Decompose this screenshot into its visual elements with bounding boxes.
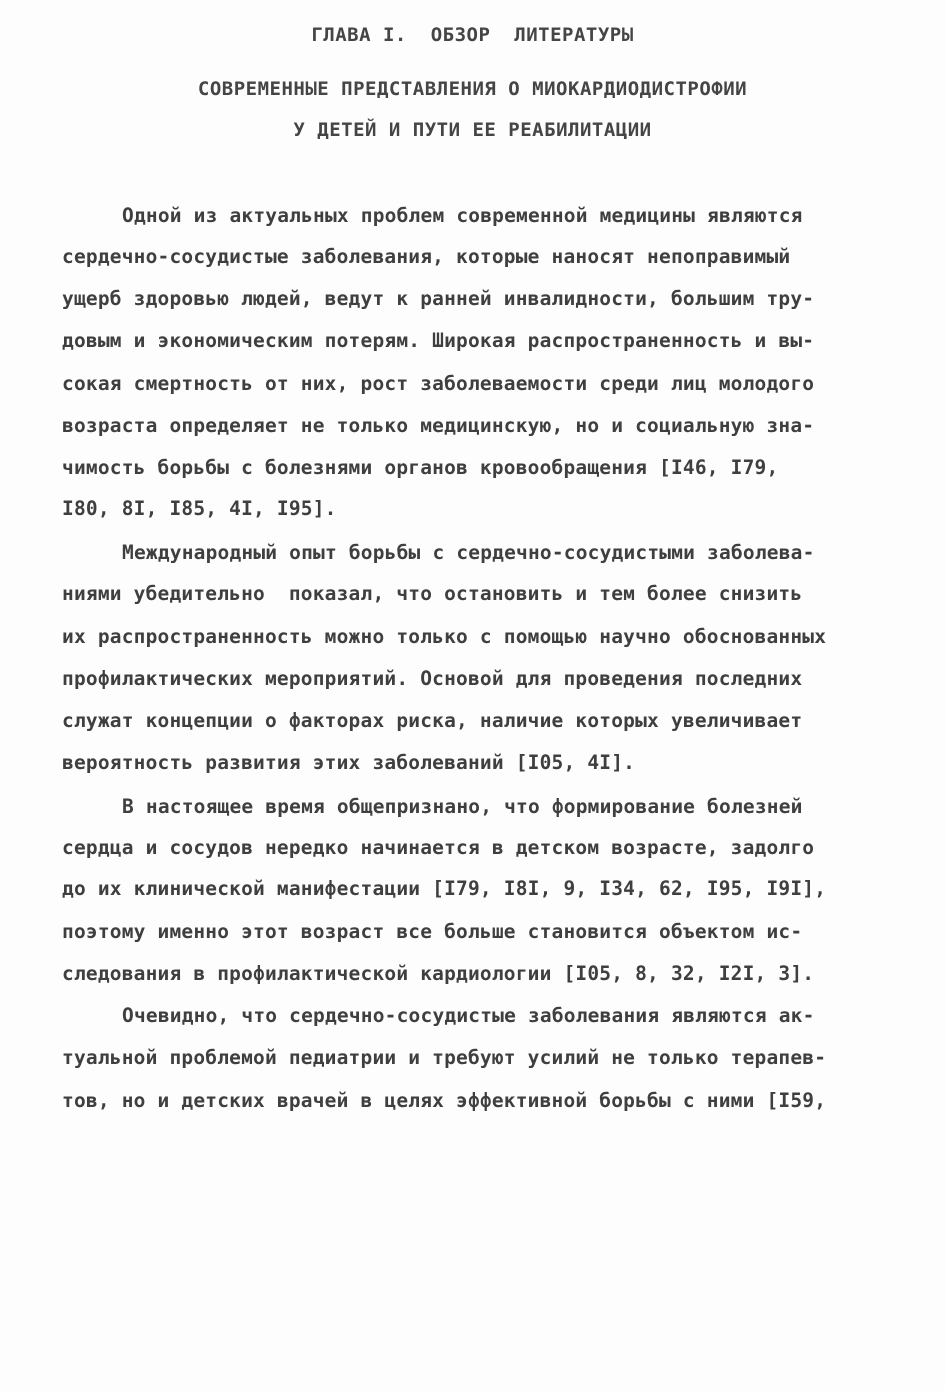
text-line-13: служат концепции о факторах риска, наличие которых увеличивает bbox=[62, 709, 803, 732]
chapter-title: ГЛАВА I. ОБЗОР ЛИТЕРАТУРЫ bbox=[311, 24, 634, 46]
text-line-2: сердечно-сосудистые заболевания, которые наносят непоправимый bbox=[62, 245, 791, 268]
text-line-8: I80, 8I, I85, 4I, I95]. bbox=[62, 497, 337, 520]
text-line-4: довым и экономическим потерям. Широкая распространенность и вы- bbox=[62, 329, 815, 352]
text-line-3: ущерб здоровью людей, ведут к ранней инвалидности, большим тру- bbox=[62, 287, 815, 310]
text-line-9: Международный опыт борьбы с сердечно-сосудистыми заболева- bbox=[122, 541, 815, 564]
text-line-11: их распространенность можно только с помощью научно обоснованных bbox=[62, 625, 827, 648]
text-line-17: до их клинической манифестации [I79, I8I, 9, I34, 62, I95, I9I], bbox=[62, 877, 827, 900]
text-line-20: Очевидно, что сердечно-сосудистые заболевания являются ак- bbox=[122, 1004, 815, 1027]
text-line-22: тов, но и детских врачей в целях эффективной борьбы с ними [I59, bbox=[62, 1089, 827, 1112]
text-line-15: В настоящее время общепризнано, что формирование болезней bbox=[122, 795, 803, 818]
text-line-14: вероятность развития этих заболеваний [I05, 4I]. bbox=[62, 751, 636, 774]
text-line-6: возраста определяет не только медицинскую, но и социальную зна- bbox=[62, 414, 815, 437]
text-line-19: следования в профилактической кардиологии [I05, 8, 32, I2I, 3]. bbox=[62, 962, 815, 985]
section-title-line-2: У ДЕТЕЙ И ПУТИ ЕЕ РЕАБИЛИТАЦИИ bbox=[293, 119, 652, 141]
text-line-16: сердца и сосудов нередко начинается в детском возрасте, задолго bbox=[62, 836, 815, 859]
text-line-5: сокая смертность от них, рост заболеваемости среди лиц молодого bbox=[62, 372, 815, 395]
text-line-7: чимость борьбы с болезнями органов кровообращения [I46, I79, bbox=[62, 456, 779, 479]
text-line-18: поэтому именно этот возраст все больше становится объектом ис- bbox=[62, 920, 803, 943]
section-title-line-1: СОВРЕМЕННЫЕ ПРЕДСТАВЛЕНИЯ О МИОКАРДИОДИСТРОФИИ bbox=[197, 78, 748, 100]
text-line-1: Одной из актуальных проблем современной медицины являются bbox=[122, 204, 803, 227]
text-line-12: профилактических мероприятий. Основой для проведения последних bbox=[62, 667, 803, 690]
text-line-10: ниями убедительно показал, что остановить и тем более снизить bbox=[62, 582, 803, 605]
text-line-21: туальной проблемой педиатрии и требуют усилий не только терапев- bbox=[62, 1046, 827, 1069]
